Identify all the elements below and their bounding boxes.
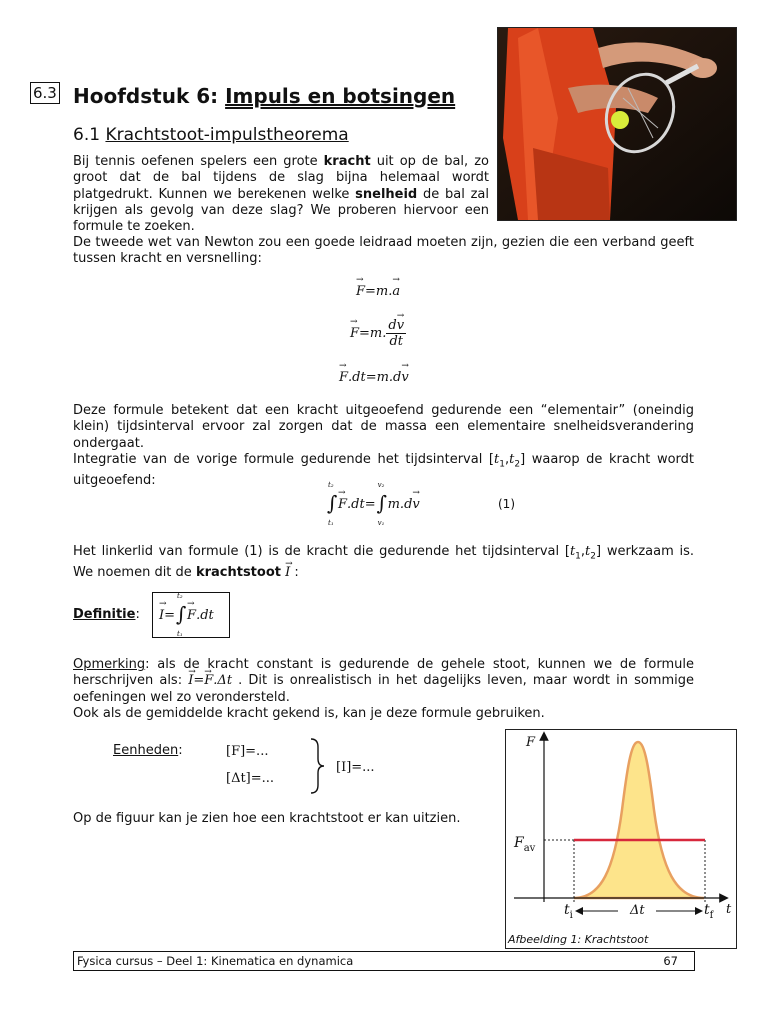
section-title-text: Krachtstoot-impulstheorema [105,125,349,145]
graph-ti-sub: i [569,909,573,921]
tennis-player-illustration [498,28,736,220]
graph-fav-symbol: F [514,835,524,851]
graph-fav-label [514,835,535,854]
linkerlid-text-1: Het linkerlid van formule (1) is de kracht die gedurende het tijdsinterval [ [73,544,570,559]
equation-differential [339,370,409,385]
eq2-fraction [386,318,406,349]
krachtstoot-graph [506,730,736,932]
graph-tf-symbol: t [704,902,710,918]
eq4-mid: .dt= [347,496,376,512]
opmerking-delta-t: .Δt [213,673,233,689]
opmerking-force: → F [204,673,213,689]
opmerking-label: Opmerking [73,657,146,672]
integral-velocity-upper: v₂ [377,481,385,489]
graph-fav-sub: av [523,842,536,854]
gemiddeld-paragraph: Ook als de gemiddelde kracht gekend is, kan je deze formule gebruiken. [73,706,545,721]
equation-newton [356,284,400,299]
eq2-num-v: → v [397,318,404,333]
footer-title: Fysica cursus – Deel 1: Kinematica en dynamica [77,954,354,968]
eq3-force: → F [339,370,348,385]
graph-ti-label [564,902,573,921]
figure-caption: Afbeelding 1: Krachtstoot [508,933,649,946]
graph-x-label: t [726,902,732,917]
section-number-box [30,82,60,104]
graph-ti-symbol: t [564,902,570,918]
linkerlid-t2-sym: t [585,544,591,559]
integratie-t2-sub: 2 [514,459,521,470]
eq1-force: → F [356,284,365,299]
eq2-denominator: dt [389,334,403,349]
eq1-acceleration: → a [392,284,400,299]
intro-text-2: uit op de bal, zo groot dat de bal tijdens de slag bijna helemaal wordt platgedrukt. Kunnen we berekenen welke [73,154,489,202]
pulse-area [574,742,704,898]
opmerking-text-1: : als de kracht constant is gedurende de gehele stoot, kunnen we de formule herschrijven als: [73,657,694,689]
definitie-dt: .dt [196,607,214,623]
linkerlid-t1-sym: t [569,544,576,559]
eenheden-label [113,743,183,758]
integral-time: t₂ ∫ t₁ [327,481,338,527]
equation-integral [326,481,420,527]
section-title-number: 6.1 [73,125,106,145]
graph-delta-t-label: Δt [630,903,645,918]
chapter-prefix: Hoofdstuk 6: [73,84,226,108]
definitie-integral: t₂ ∫ t₁ [176,592,187,638]
linkerlid-text-2: ] werkzaam is. We noemen dit de [73,544,694,580]
unit-force: [F]=... [226,744,269,759]
elementair-paragraph: Deze formule betekent dat een kracht uitgeoefend gedurende een “elementair” (oneindig klein) tijdsinterval ervoor zal zorgen dat de massa een elementaire snelheidsverandering ondergaat. [73,403,694,451]
definitie-impulse: → I [159,608,164,623]
integral-velocity-lower: v₁ [377,519,385,527]
unit-impulse: [I]=... [336,760,375,775]
page-footer [73,951,695,971]
opmerking-paragraph [73,657,694,706]
integral-velocity: v₂ ∫ v₁ [376,481,388,527]
opmerking-text-2: . Dit is onrealistisch in het dagelijks leven, maar wordt in sommige oefeningen wel zo verondersteld. [73,673,694,705]
krachtstoot-figure [505,729,737,949]
intro-text-1: Bij tennis oefenen spelers een grote [73,154,324,169]
definitie-formula-box [152,592,230,638]
intro-text-3: de bal zal krijgen als gevolg van deze slag? We proberen hiervoor een formule te zoeken. [73,186,489,235]
linkerlid-paragraph [73,544,694,581]
eq3-mid: .dt=m.d [348,370,402,385]
integratie-t1-sym: t [494,452,500,467]
footer-page-number: 67 [663,954,678,968]
chapter-title [73,83,455,109]
eq2-force: → F [350,326,359,341]
definitie-integral-upper: t₂ [177,592,183,600]
graph-y-label: F [526,735,536,750]
eq3-velocity: → v [401,370,408,385]
newton-paragraph: De tweede wet van Newton zou een goede leidraad moeten zijn, gezien die een verband geeft tussen kracht en versnelling: [73,235,694,267]
linkerlid-t2-sub: 2 [590,551,597,562]
integral-time-lower: t₁ [328,519,334,527]
chapter-name: Impuls en botsingen [225,84,456,108]
eq2-num-d: d [388,318,397,333]
intro-bold-kracht: kracht [323,154,371,169]
eq4-force: → F [338,497,347,512]
eq1-mid: =m. [365,284,393,299]
integral-time-upper: t₂ [328,481,334,489]
opmerking-equals: = [193,673,205,689]
integratie-text-1: Integratie van de vorige formule gedurende het tijdsinterval [ [73,452,494,467]
graph-tf-label [704,902,713,921]
definitie-equals: = [164,607,176,623]
equation-number: (1) [498,497,515,511]
unit-delta-t: [Δt]=... [226,771,275,786]
intro-bold-snelheid: snelheid [355,186,418,202]
integratie-comma: , [504,452,510,467]
section-title [73,124,349,146]
tennis-ball-icon [611,111,629,129]
eq4-velocity: → v [412,497,419,512]
figuur-paragraph: Op de figuur kan je zien hoe een krachtstoot er kan uitzien. [73,811,461,826]
eenheden-label-text: Eenheden [113,743,179,758]
opmerking-impulse: → I [188,673,193,689]
definitie-colon: : [135,607,140,622]
eq2-mid: =m. [359,326,387,341]
intro-paragraph [73,154,489,235]
eenheden-colon: : [178,743,183,758]
integratie-t2-sym: t [509,452,515,467]
equation-derivative [350,318,406,349]
curly-brace [308,737,326,795]
integratie-text-2: ] waarop de kracht wordt uitgeoefend: [73,452,694,488]
tennis-photo [497,27,737,221]
definitie-integral-lower: t₁ [177,630,183,638]
definitie-force: → F [187,608,196,623]
section-number: 6.3 [33,84,57,102]
linkerlid-text-3: : [290,564,299,580]
integratie-t1-sub: 1 [499,459,505,470]
linkerlid-comma: , [580,544,586,559]
definitie-label [73,607,140,622]
linkerlid-bold-krachtstoot: krachtstoot [195,564,281,580]
linkerlid-impulse-symbol: → I [285,565,290,581]
graph-tf-sub: f [709,909,714,921]
eq4-rhs: m.d [387,496,413,512]
definitie-label-text: Definitie [73,607,136,622]
linkerlid-t1-sub: 1 [575,551,581,562]
